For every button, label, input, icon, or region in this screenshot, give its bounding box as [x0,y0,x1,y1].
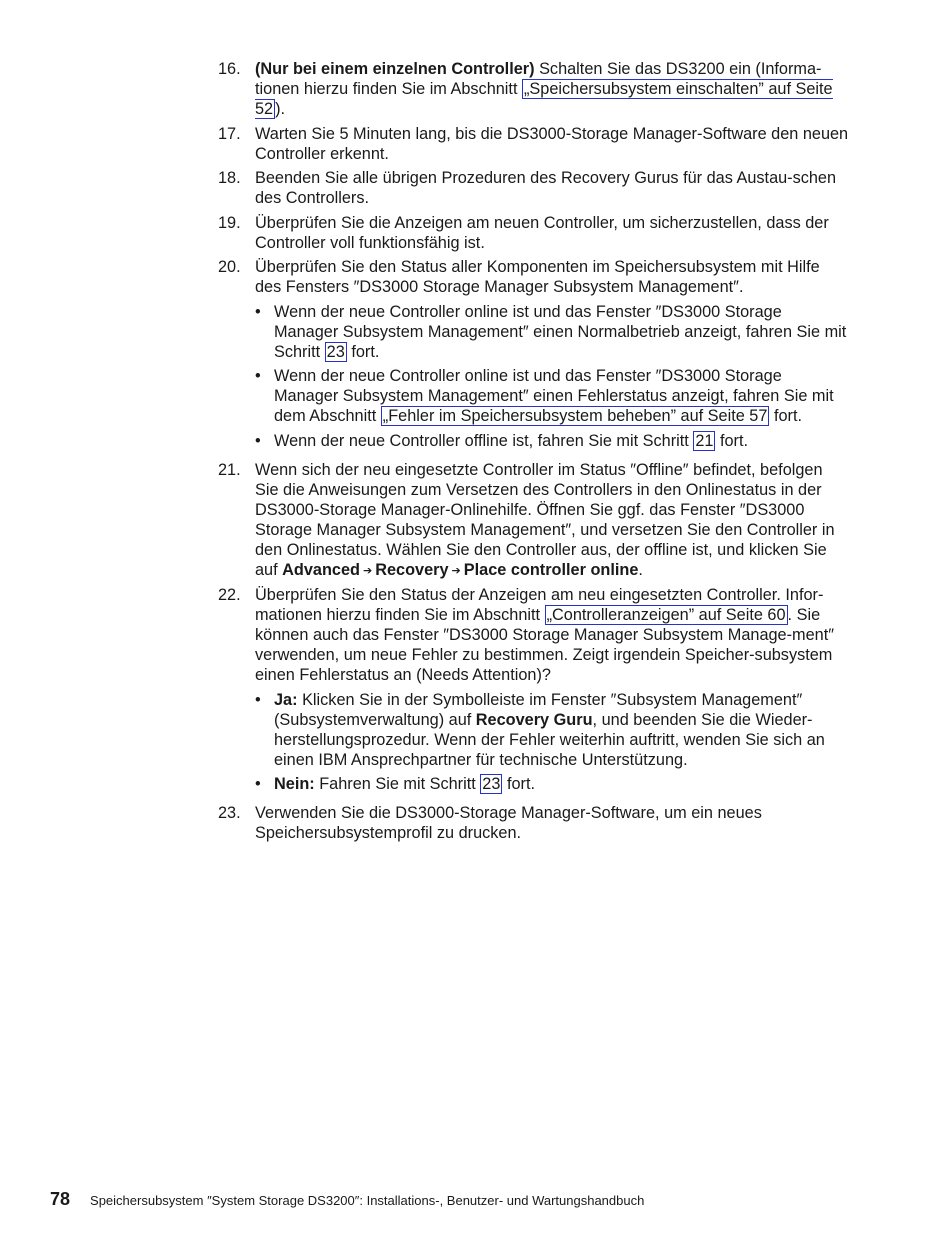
recovery-guru-label: Recovery Guru [475,710,593,729]
bullet-item [255,302,850,362]
cross-reference-link[interactable]: „Speichersubsystem einschalten” auf Seite 52 [255,80,833,118]
bullet-text-part: Fahren Sie mit Schritt [314,775,481,793]
step-text [255,59,850,119]
step-text: Überprüfen Sie die Anzeigen am neuen Controller, um sicherzustellen, dass der Controller voll funktionsfähig ist. [255,213,829,252]
step-21 [218,460,850,581]
footer-title: Speichersubsystem ″System Storage DS3200″: Installations-, Benutzer- und Wartungshandbuch [90,1193,645,1208]
step-22 [218,585,850,799]
menu-item-place-controller-online: Place controller online [463,560,639,579]
step-text-part: Schalten Sie das DS3200 ein (Informa-tionen hierzu finden Sie im Abschnitt [255,60,822,98]
arrow-right-icon: ➔ [363,564,373,577]
step-reference-link[interactable]: 23 [326,342,345,361]
bullet-dot: • [255,367,261,385]
answer-label: Nein: [274,775,315,793]
bullet-text-part: fort. [502,775,535,793]
bullet-text [274,366,850,426]
bullet-text-part: fort. [769,407,802,425]
step-23 [218,803,850,843]
step-text: Verwenden Sie die DS3000-Storage Manager-Software, um ein neues Speichersubsystemprofil zu drucken. [255,804,762,842]
step-17 [218,124,850,164]
bullet-dot: • [255,431,261,450]
step-body [255,257,850,455]
bullet-text-part: fort. [346,342,380,361]
step-text: Warten Sie 5 Minuten lang, bis die DS3000-Storage Manager-Software den neuen Controller erkennt. [255,124,849,163]
step-text [255,585,850,685]
step-number: 19. [218,213,241,232]
bullet-dot: • [255,302,261,321]
step-text [255,460,850,581]
cross-reference-link[interactable]: „Controlleranzeigen” auf Seite 60 [546,606,786,624]
step-text: Überprüfen Sie den Status aller Komponenten im Speichersubsystem mit Hilfe des Fensters ″DS3000 Storage Manager Subsystem Management″. [255,258,820,296]
bullet-text-part: Wenn der neue Controller online ist und das Fenster ″DS3000 Storage Manager Subsystem Management″ einen Fehlerstatus anzeigt, fahren Sie mit dem Abschnitt [274,367,834,425]
step-reference-link[interactable]: 23 [482,775,501,793]
step-number: 23. [218,804,241,822]
bullet-dot: • [255,775,261,793]
step-text-part: Überprüfen Sie den Status der Anzeigen am neu eingesetzten Controller. Infor-mationen hierzu finden Sie im Abschnitt [255,586,824,624]
step-number: 16. [218,60,241,78]
bullet-text-part: fort. [715,431,749,450]
bullet-list [255,302,850,451]
step-text-part: . Sie können auch das Fenster ″DS3000 Storage Manager Subsystem Manage-ment″ verwenden, um neue Fehler zu bestimmen. Zeigt irgendein Speicher-subsystem einen Fehlerstatus an (Needs Attention)? [255,606,834,684]
bullet-text [274,431,850,451]
bullet-text [274,302,850,362]
step-text: Beenden Sie alle übrigen Prozeduren des Recovery Gurus für das Austau-schen des Controllers. [255,169,837,207]
procedure-steps [218,59,850,848]
step-text-part: . [638,560,643,579]
step-16 [218,59,850,119]
bullet-text-part: Klicken Sie in der Symbolleiste im Fenster ″Subsystem Management″ (Subsystemverwaltung) auf [274,690,803,729]
bullet-text-part: Wenn der neue Controller online ist und das Fenster ″DS3000 Storage Manager Subsystem Management″ einen Normalbetrieb anzeigt, fahren Sie mit Schritt [274,302,847,361]
step-text-part: ). [275,100,286,118]
bullet-item [255,431,850,451]
answer-label: Ja: [274,690,298,709]
bullet-text-part: , und beenden Sie die Wieder-herstellungsprozedur. Wenn der Fehler weiterhin auftritt, wenden Sie sich an einen IBM Ansprechpartner für technische Unterstützung. [274,710,825,769]
step-reference-link[interactable]: 21 [695,431,714,450]
bullet-text-part: Wenn der neue Controller offline ist, fahren Sie mit Schritt [274,431,694,450]
step-number: 18. [218,169,241,187]
step-number: 20. [218,258,241,276]
step-number: 17. [218,124,241,143]
step-number: 21. [218,460,241,479]
step-text-part: Wenn sich der neu eingesetzte Controller im Status ″Offline″ befindet, befolgen Sie die Anweisungen zum Versetzen des Controllers in den Onlinestatus in der DS3000-Storage Manager-Onlinehilfe. Öffnen Sie ggf. das Fenster ″DS3000 Storage Manager Subsystem Management″, und versetzen Sie den Controller in den Onlinestatus. Wählen Sie den Controller aus, der offline ist, und klicken Sie auf [255,460,835,579]
bullet-dot: • [255,690,261,709]
arrow-right-icon: ➔ [451,564,461,577]
page-number: 78 [50,1189,71,1209]
bullet-list [255,690,850,795]
menu-item-advanced: Advanced [282,560,360,579]
bullet-item-nein [255,774,850,794]
step-condition: (Nur bei einem einzelnen Controller) [255,60,535,78]
step-18 [218,168,850,208]
menu-item-recovery: Recovery [375,560,449,579]
bullet-text [274,774,850,794]
cross-reference-link[interactable]: „Fehler im Speichersubsystem beheben” auf Seite 57 [382,407,768,425]
step-20 [218,257,850,455]
page-footer [50,1189,644,1210]
step-number: 22. [218,586,241,604]
bullet-text [274,690,850,770]
step-19 [218,213,850,253]
step-body [255,585,850,799]
bullet-item-ja [255,690,850,770]
bullet-item [255,366,850,426]
